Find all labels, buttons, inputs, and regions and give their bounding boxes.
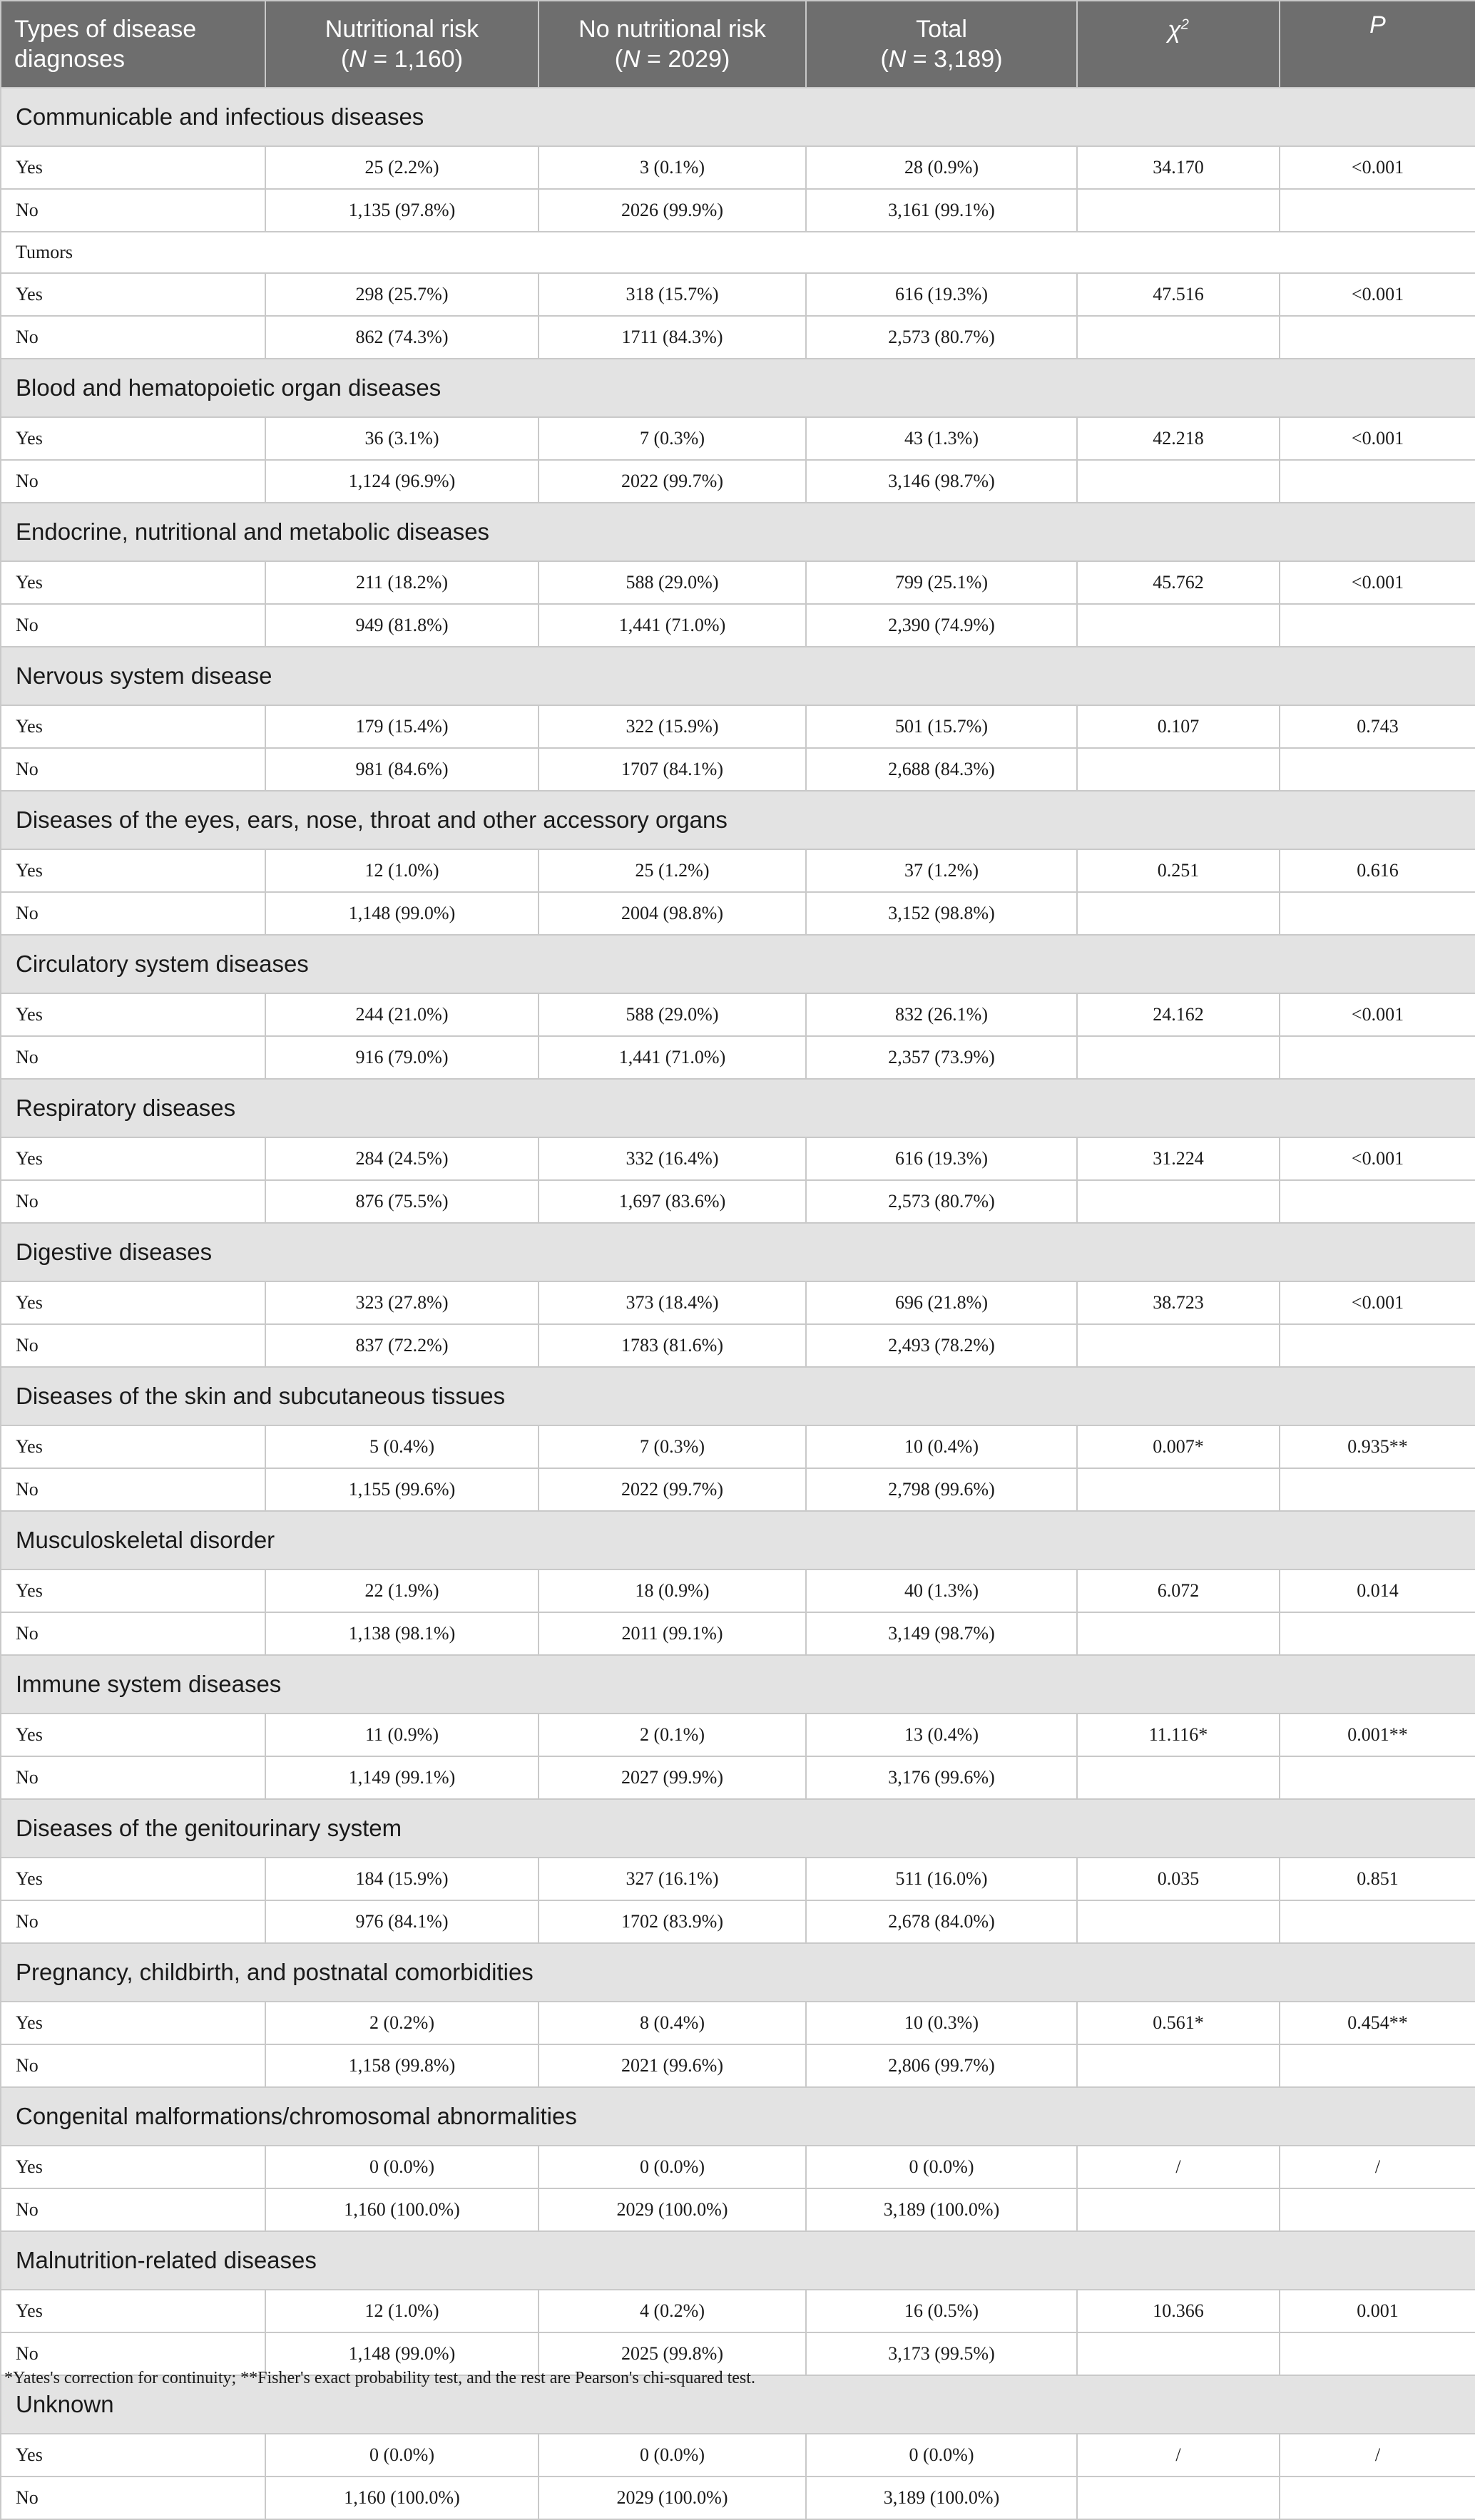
chi-squared-cell <box>1077 892 1280 935</box>
p-value-cell: <0.001 <box>1280 417 1475 460</box>
table-row <box>1 1137 1475 1180</box>
chi-squared-cell <box>1077 1468 1280 1511</box>
nutritional-risk-cell: 1,148 (99.0%) <box>265 2332 539 2375</box>
no-nutritional-risk-cell: 25 (1.2%) <box>539 849 806 892</box>
total-cell: 3,149 (98.7%) <box>806 1612 1077 1655</box>
chi-squared-cell: 47.516 <box>1077 273 1280 316</box>
row-label-cell: No <box>1 189 265 232</box>
row-label-cell: Yes <box>1 849 265 892</box>
total-cell: 696 (21.8%) <box>806 1281 1077 1324</box>
p-value-cell <box>1280 604 1475 647</box>
p-value-cell: 0.454** <box>1280 2002 1475 2044</box>
p-value-cell: <0.001 <box>1280 146 1475 189</box>
section-header-row <box>1 2087 1475 2146</box>
chi-squared-cell: / <box>1077 2146 1280 2188</box>
table-row <box>1 2434 1475 2477</box>
no-nutritional-risk-cell: 2026 (99.9%) <box>539 189 806 232</box>
chi-squared-cell <box>1077 748 1280 791</box>
section-title: Digestive diseases <box>1 1223 1475 1281</box>
no-nutritional-risk-cell: 588 (29.0%) <box>539 993 806 1036</box>
row-label-cell: No <box>1 1036 265 1079</box>
total-cell: 3,161 (99.1%) <box>806 189 1077 232</box>
nutritional-risk-cell: 0 (0.0%) <box>265 2146 539 2188</box>
total-cell: 0 (0.0%) <box>806 2434 1077 2477</box>
p-value-cell <box>1280 2477 1475 2519</box>
section-header-row <box>1 1223 1475 1281</box>
table-row <box>1 892 1475 935</box>
section-title: Malnutrition-related diseases <box>1 2231 1475 2290</box>
row-label-cell: No <box>1 604 265 647</box>
total-cell: 2,806 (99.7%) <box>806 2044 1077 2087</box>
section-header-row <box>1 359 1475 417</box>
no-nutritional-risk-cell: 2022 (99.7%) <box>539 460 806 503</box>
row-label-cell: Yes <box>1 146 265 189</box>
row-label-cell: No <box>1 460 265 503</box>
row-label-cell: No <box>1 1756 265 1799</box>
nutritional-risk-cell: 1,158 (99.8%) <box>265 2044 539 2087</box>
section-title: Respiratory diseases <box>1 1079 1475 1137</box>
row-label-cell: Yes <box>1 417 265 460</box>
total-cell: 3,146 (98.7%) <box>806 460 1077 503</box>
p-value-cell <box>1280 316 1475 359</box>
nutritional-risk-cell: 949 (81.8%) <box>265 604 539 647</box>
table-row <box>1 748 1475 791</box>
nutritional-risk-cell: 179 (15.4%) <box>265 705 539 748</box>
row-label-cell: No <box>1 1180 265 1223</box>
nutritional-risk-cell: 0 (0.0%) <box>265 2434 539 2477</box>
p-value-cell: 0.743 <box>1280 705 1475 748</box>
chi-squared-cell: 45.762 <box>1077 561 1280 604</box>
p-value-cell <box>1280 748 1475 791</box>
nutritional-risk-cell: 981 (84.6%) <box>265 748 539 791</box>
nutritional-risk-cell: 1,155 (99.6%) <box>265 1468 539 1511</box>
section-header-row <box>1 1079 1475 1137</box>
table-row <box>1 993 1475 1036</box>
nutritional-risk-cell: 876 (75.5%) <box>265 1180 539 1223</box>
section-header-row <box>1 791 1475 849</box>
no-nutritional-risk-cell: 2027 (99.9%) <box>539 1756 806 1799</box>
no-nutritional-risk-cell: 7 (0.3%) <box>539 1425 806 1468</box>
section-title: Circulatory system diseases <box>1 935 1475 993</box>
no-nutritional-risk-cell: 1711 (84.3%) <box>539 316 806 359</box>
section-header-row <box>1 1799 1475 1858</box>
total-cell: 40 (1.3%) <box>806 1569 1077 1612</box>
table-row <box>1 273 1475 316</box>
p-value-cell <box>1280 1468 1475 1511</box>
no-nutritional-risk-cell: 2025 (99.8%) <box>539 2332 806 2375</box>
p-value-cell <box>1280 1180 1475 1223</box>
total-cell: 43 (1.3%) <box>806 417 1077 460</box>
p-value-cell: <0.001 <box>1280 993 1475 1036</box>
row-label-cell: Yes <box>1 1425 265 1468</box>
row-label-cell: No <box>1 892 265 935</box>
no-nutritional-risk-cell: 1783 (81.6%) <box>539 1324 806 1367</box>
p-value-cell: <0.001 <box>1280 273 1475 316</box>
section-header-row <box>1 1943 1475 2002</box>
row-label-cell: No <box>1 1324 265 1367</box>
total-cell: 3,189 (100.0%) <box>806 2188 1077 2231</box>
row-label-cell: Yes <box>1 1858 265 1900</box>
p-value-cell: / <box>1280 2146 1475 2188</box>
total-cell: 3,173 (99.5%) <box>806 2332 1077 2375</box>
chi-squared-cell <box>1077 1756 1280 1799</box>
no-nutritional-risk-cell: 18 (0.9%) <box>539 1569 806 1612</box>
no-nutritional-risk-cell: 0 (0.0%) <box>539 2434 806 2477</box>
section-title: Musculoskeletal disorder <box>1 1511 1475 1569</box>
row-label-cell: Yes <box>1 993 265 1036</box>
p-value-cell: <0.001 <box>1280 1281 1475 1324</box>
table-row <box>1 1756 1475 1799</box>
chi-squared-cell: 0.561* <box>1077 2002 1280 2044</box>
table-row <box>1 417 1475 460</box>
table-row <box>1 189 1475 232</box>
chi-squared-cell <box>1077 1180 1280 1223</box>
no-nutritional-risk-cell: 1702 (83.9%) <box>539 1900 806 1943</box>
total-cell: 3,176 (99.6%) <box>806 1756 1077 1799</box>
total-cell: 2,390 (74.9%) <box>806 604 1077 647</box>
section-title: Endocrine, nutritional and metabolic diseases <box>1 503 1475 561</box>
nutritional-risk-cell: 12 (1.0%) <box>265 2290 539 2332</box>
total-cell: 501 (15.7%) <box>806 705 1077 748</box>
chi-squared-cell <box>1077 2332 1280 2375</box>
total-cell: 13 (0.4%) <box>806 1714 1077 1756</box>
chi-squared-cell <box>1077 1324 1280 1367</box>
row-label-cell: Yes <box>1 2434 265 2477</box>
nutritional-risk-cell: 862 (74.3%) <box>265 316 539 359</box>
table-row <box>1 146 1475 189</box>
total-cell: 37 (1.2%) <box>806 849 1077 892</box>
row-label-cell: No <box>1 2477 265 2519</box>
chi-squared-cell: / <box>1077 2434 1280 2477</box>
nutritional-risk-cell: 2 (0.2%) <box>265 2002 539 2044</box>
table-row <box>1 1036 1475 1079</box>
table-footnote: *Yates's correction for continuity; **Fisher's exact probability test, and the rest are Pearson's chi-squared test. <box>4 2369 755 2387</box>
row-label-cell: No <box>1 2044 265 2087</box>
chi-squared-cell <box>1077 2044 1280 2087</box>
nutritional-risk-cell: 323 (27.8%) <box>265 1281 539 1324</box>
section-title: Tumors <box>1 232 1475 273</box>
row-label-cell: Yes <box>1 273 265 316</box>
section-title: Immune system diseases <box>1 1655 1475 1714</box>
no-nutritional-risk-cell: 2004 (98.8%) <box>539 892 806 935</box>
row-label-cell: Yes <box>1 2146 265 2188</box>
p-value-cell <box>1280 1324 1475 1367</box>
section-title: Congenital malformations/chromosomal abnormalities <box>1 2087 1475 2146</box>
section-title: Diseases of the skin and subcutaneous tissues <box>1 1367 1475 1425</box>
chi-squared-cell: 0.251 <box>1077 849 1280 892</box>
nutritional-risk-cell: 1,149 (99.1%) <box>265 1756 539 1799</box>
total-cell: 511 (16.0%) <box>806 1858 1077 1900</box>
table-row <box>1 2044 1475 2087</box>
chi-squared-cell: 34.170 <box>1077 146 1280 189</box>
p-value-cell <box>1280 2044 1475 2087</box>
no-nutritional-risk-cell: 373 (18.4%) <box>539 1281 806 1324</box>
section-header-row <box>1 88 1475 146</box>
table-row <box>1 1612 1475 1655</box>
section-title: Unknown <box>1 2375 1475 2434</box>
total-cell: 2,573 (80.7%) <box>806 1180 1077 1223</box>
row-label-cell: No <box>1 1900 265 1943</box>
total-cell: 16 (0.5%) <box>806 2290 1077 2332</box>
no-nutritional-risk-cell: 4 (0.2%) <box>539 2290 806 2332</box>
total-cell: 832 (26.1%) <box>806 993 1077 1036</box>
no-nutritional-risk-cell: 322 (15.9%) <box>539 705 806 748</box>
no-nutritional-risk-cell: 2029 (100.0%) <box>539 2188 806 2231</box>
total-cell: 3,152 (98.8%) <box>806 892 1077 935</box>
nutritional-risk-cell: 11 (0.9%) <box>265 1714 539 1756</box>
chi-squared-cell: 0.035 <box>1077 1858 1280 1900</box>
table-row <box>1 1324 1475 1367</box>
section-title: Communicable and infectious diseases <box>1 88 1475 146</box>
chi-squared-cell: 0.007* <box>1077 1425 1280 1468</box>
no-nutritional-risk-cell: 2 (0.1%) <box>539 1714 806 1756</box>
nutritional-risk-cell: 976 (84.1%) <box>265 1900 539 1943</box>
row-label-cell: Yes <box>1 705 265 748</box>
p-value-cell: 0.014 <box>1280 1569 1475 1612</box>
p-value-cell: 0.851 <box>1280 1858 1475 1900</box>
total-cell: 2,798 (99.6%) <box>806 1468 1077 1511</box>
table-row <box>1 1858 1475 1900</box>
table-row <box>1 1900 1475 1943</box>
no-nutritional-risk-cell: 1,441 (71.0%) <box>539 1036 806 1079</box>
nutritional-risk-cell: 211 (18.2%) <box>265 561 539 604</box>
section-header-row <box>1 2231 1475 2290</box>
chi-squared-cell <box>1077 1612 1280 1655</box>
no-nutritional-risk-cell: 7 (0.3%) <box>539 417 806 460</box>
no-nutritional-risk-cell: 1707 (84.1%) <box>539 748 806 791</box>
table-row <box>1 1714 1475 1756</box>
chi-squared-cell <box>1077 604 1280 647</box>
row-label-cell: Yes <box>1 2290 265 2332</box>
p-value-cell: 0.935** <box>1280 1425 1475 1468</box>
p-value-cell <box>1280 189 1475 232</box>
header-no-nutritional-risk: No nutritional risk (N = 2029) <box>539 1 806 88</box>
chi-squared-cell <box>1077 2477 1280 2519</box>
nutritional-risk-cell: 5 (0.4%) <box>265 1425 539 1468</box>
no-nutritional-risk-cell: 1,441 (71.0%) <box>539 604 806 647</box>
chi-squared-cell: 6.072 <box>1077 1569 1280 1612</box>
no-nutritional-risk-cell: 588 (29.0%) <box>539 561 806 604</box>
nutritional-risk-cell: 1,135 (97.8%) <box>265 189 539 232</box>
table-row <box>1 561 1475 604</box>
chi-squared-cell: 31.224 <box>1077 1137 1280 1180</box>
row-label-cell: No <box>1 1612 265 1655</box>
nutritional-risk-cell: 298 (25.7%) <box>265 273 539 316</box>
table-row <box>1 1569 1475 1612</box>
chi-squared-cell: 38.723 <box>1077 1281 1280 1324</box>
section-header-row <box>1 232 1475 273</box>
header-nutritional-risk: Nutritional risk (N = 1,160) <box>265 1 539 88</box>
chi-squared-cell: 0.107 <box>1077 705 1280 748</box>
chi-squared-cell <box>1077 189 1280 232</box>
row-label-cell: Yes <box>1 1137 265 1180</box>
no-nutritional-risk-cell: 318 (15.7%) <box>539 273 806 316</box>
nutritional-risk-cell: 837 (72.2%) <box>265 1324 539 1367</box>
total-cell: 2,573 (80.7%) <box>806 316 1077 359</box>
total-cell: 2,357 (73.9%) <box>806 1036 1077 1079</box>
no-nutritional-risk-cell: 2011 (99.1%) <box>539 1612 806 1655</box>
total-cell: 0 (0.0%) <box>806 2146 1077 2188</box>
nutritional-risk-cell: 22 (1.9%) <box>265 1569 539 1612</box>
table-row <box>1 849 1475 892</box>
no-nutritional-risk-cell: 3 (0.1%) <box>539 146 806 189</box>
nutritional-risk-cell: 1,148 (99.0%) <box>265 892 539 935</box>
row-label-cell: No <box>1 2188 265 2231</box>
section-header-row <box>1 1511 1475 1569</box>
p-value-cell <box>1280 1900 1475 1943</box>
total-cell: 616 (19.3%) <box>806 273 1077 316</box>
no-nutritional-risk-cell: 1,697 (83.6%) <box>539 1180 806 1223</box>
no-nutritional-risk-cell: 327 (16.1%) <box>539 1858 806 1900</box>
p-value-cell <box>1280 2188 1475 2231</box>
table-row <box>1 316 1475 359</box>
table-row <box>1 2290 1475 2332</box>
table-body <box>1 88 1475 2519</box>
table-row <box>1 1425 1475 1468</box>
nutritional-risk-cell: 916 (79.0%) <box>265 1036 539 1079</box>
no-nutritional-risk-cell: 2022 (99.7%) <box>539 1468 806 1511</box>
total-cell: 3,189 (100.0%) <box>806 2477 1077 2519</box>
section-header-row <box>1 935 1475 993</box>
no-nutritional-risk-cell: 332 (16.4%) <box>539 1137 806 1180</box>
table-row <box>1 604 1475 647</box>
nutritional-risk-cell: 25 (2.2%) <box>265 146 539 189</box>
table-row <box>1 2477 1475 2519</box>
total-cell: 2,678 (84.0%) <box>806 1900 1077 1943</box>
chi-squared-cell <box>1077 2188 1280 2231</box>
row-label-cell: No <box>1 316 265 359</box>
p-value-cell: / <box>1280 2434 1475 2477</box>
table-row <box>1 2146 1475 2188</box>
p-value-cell: <0.001 <box>1280 561 1475 604</box>
no-nutritional-risk-cell: 0 (0.0%) <box>539 2146 806 2188</box>
table-row <box>1 705 1475 748</box>
header-chi-squared: $\chi^2$ <box>1077 1 1280 88</box>
section-header-row <box>1 647 1475 705</box>
section-title: Pregnancy, childbirth, and postnatal comorbidities <box>1 1943 1475 2002</box>
table-row <box>1 1468 1475 1511</box>
row-label-cell: No <box>1 2332 265 2375</box>
row-label-cell: Yes <box>1 1281 265 1324</box>
nutritional-risk-cell: 1,160 (100.0%) <box>265 2188 539 2231</box>
no-nutritional-risk-cell: 2029 (100.0%) <box>539 2477 806 2519</box>
nutritional-risk-cell: 244 (21.0%) <box>265 993 539 1036</box>
row-label-cell: Yes <box>1 1569 265 1612</box>
p-value-cell: 0.001** <box>1280 1714 1475 1756</box>
chi-squared-cell: 24.162 <box>1077 993 1280 1036</box>
section-header-row <box>1 503 1475 561</box>
section-header-row <box>1 1655 1475 1714</box>
p-value-cell: 0.616 <box>1280 849 1475 892</box>
table-row <box>1 2002 1475 2044</box>
p-value-cell <box>1280 460 1475 503</box>
chi-squared-cell: 42.218 <box>1077 417 1280 460</box>
section-title: Nervous system disease <box>1 647 1475 705</box>
p-value-cell <box>1280 892 1475 935</box>
table-row <box>1 2188 1475 2231</box>
table-row <box>1 1180 1475 1223</box>
row-label-cell: No <box>1 748 265 791</box>
chi-squared-cell <box>1077 1900 1280 1943</box>
header-p-value: P <box>1280 1 1475 88</box>
row-label-cell: Yes <box>1 2002 265 2044</box>
row-label-cell: Yes <box>1 1714 265 1756</box>
p-value-cell <box>1280 1756 1475 1799</box>
no-nutritional-risk-cell: 2021 (99.6%) <box>539 2044 806 2087</box>
chi-squared-cell <box>1077 460 1280 503</box>
nutritional-risk-cell: 1,124 (96.9%) <box>265 460 539 503</box>
header-total: Total (N = 3,189) <box>806 1 1077 88</box>
nutritional-risk-cell: 1,138 (98.1%) <box>265 1612 539 1655</box>
chi-squared-cell <box>1077 316 1280 359</box>
header-row <box>1 1 1475 88</box>
chi-squared-cell: 10.366 <box>1077 2290 1280 2332</box>
p-value-cell <box>1280 1612 1475 1655</box>
nutritional-risk-cell: 12 (1.0%) <box>265 849 539 892</box>
section-title: Blood and hematopoietic organ diseases <box>1 359 1475 417</box>
total-cell: 2,688 (84.3%) <box>806 748 1077 791</box>
nutritional-risk-cell: 1,160 (100.0%) <box>265 2477 539 2519</box>
section-title: Diseases of the eyes, ears, nose, throat and other accessory organs <box>1 791 1475 849</box>
chi-squared-cell <box>1077 1036 1280 1079</box>
total-cell: 10 (0.4%) <box>806 1425 1077 1468</box>
table-row <box>1 460 1475 503</box>
table-row <box>1 1281 1475 1324</box>
section-title: Diseases of the genitourinary system <box>1 1799 1475 1858</box>
chi-squared-cell: 11.116* <box>1077 1714 1280 1756</box>
total-cell: 28 (0.9%) <box>806 146 1077 189</box>
total-cell: 616 (19.3%) <box>806 1137 1077 1180</box>
nutritional-risk-cell: 184 (15.9%) <box>265 1858 539 1900</box>
p-value-cell: 0.001 <box>1280 2290 1475 2332</box>
row-label-cell: No <box>1 1468 265 1511</box>
no-nutritional-risk-cell: 8 (0.4%) <box>539 2002 806 2044</box>
row-label-cell: Yes <box>1 561 265 604</box>
nutritional-risk-cell: 36 (3.1%) <box>265 417 539 460</box>
p-value-cell <box>1280 2332 1475 2375</box>
p-value-cell <box>1280 1036 1475 1079</box>
total-cell: 799 (25.1%) <box>806 561 1077 604</box>
total-cell: 2,493 (78.2%) <box>806 1324 1077 1367</box>
nutritional-risk-cell: 284 (24.5%) <box>265 1137 539 1180</box>
section-header-row <box>1 1367 1475 1425</box>
total-cell: 10 (0.3%) <box>806 2002 1077 2044</box>
header-disease-types: Types of disease diagnoses <box>1 1 265 88</box>
p-value-cell: <0.001 <box>1280 1137 1475 1180</box>
